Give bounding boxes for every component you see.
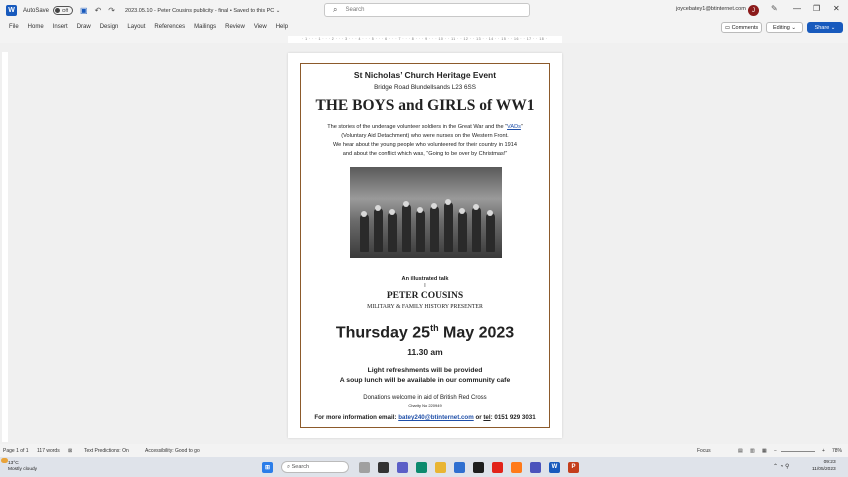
talk-label: An illustrated talk: [401, 276, 449, 282]
comments-button[interactable]: [721, 22, 762, 33]
date-pre: Thursday 25: [335, 324, 431, 342]
proofing-icon[interactable]: ⊠: [68, 448, 73, 454]
contact-line: [301, 414, 549, 421]
tab-review[interactable]: Review: [225, 24, 245, 30]
chat-icon[interactable]: [397, 462, 408, 473]
restore-button[interactable]: ❐: [813, 4, 821, 13]
clock[interactable]: [812, 460, 836, 473]
description-line-2: (Voluntary Aid Detachment) who were nurses on the Western Front.: [341, 133, 509, 139]
charity-number: Charity No 220949: [408, 403, 442, 408]
info-pre: For more information email:: [314, 414, 399, 421]
zoom-level[interactable]: 78%: [832, 448, 843, 454]
text-predictions[interactable]: Text Predictions: On: [84, 448, 129, 454]
event-time: 11.30 am: [407, 347, 443, 357]
taskbar-search-icon: ⌕: [287, 463, 292, 470]
tab-home[interactable]: Home: [27, 24, 44, 30]
minimize-button[interactable]: —: [793, 4, 801, 13]
by-marker: I: [424, 283, 426, 289]
avatar[interactable]: J: [748, 5, 759, 16]
redo-icon[interactable]: ↷: [108, 6, 115, 15]
widget-icon[interactable]: [359, 462, 370, 473]
tab-design[interactable]: Design: [99, 24, 119, 30]
refreshments-line: Light refreshments will be provided: [367, 367, 483, 374]
document-title[interactable]: 2023.05.10 - Peter Cousins publicity - final • Saved to this PC ⌄: [125, 7, 281, 14]
share-label: Share ⌄: [814, 24, 836, 31]
event-date: [301, 323, 549, 342]
dropbox-icon[interactable]: [473, 462, 484, 473]
tab-insert[interactable]: Insert: [52, 24, 68, 30]
autosave-label: AutoSave: [23, 7, 50, 14]
weather-widget[interactable]: [8, 461, 37, 473]
description-line-3: We hear about the young people who volunteered for their country in 1914: [333, 142, 517, 148]
search-placeholder: Search: [345, 7, 365, 13]
firefox-icon[interactable]: [511, 462, 522, 473]
share-button[interactable]: [807, 22, 843, 33]
comments-label: Comments: [731, 24, 759, 31]
page-border: [300, 63, 550, 428]
clock-time: 09:23: [823, 460, 836, 465]
description-line-4: and about the conflict which was, “Going to be over by Christmas!”: [342, 151, 508, 157]
start-icon[interactable]: ⊞: [262, 462, 273, 473]
word-count[interactable]: 117 words: [37, 448, 60, 454]
speaker-name: PETER COUSINS: [386, 291, 464, 301]
zoom-out-icon[interactable]: −: [774, 448, 777, 454]
donations-line: Donations welcome in aid of British Red Cross: [363, 395, 487, 401]
search-box[interactable]: [324, 3, 530, 17]
email-link[interactable]: batey240@btinternet.com: [398, 414, 474, 421]
save-icon[interactable]: ▣: [80, 6, 88, 15]
speaker-role: MILITARY & FAMILY HISTORY PRESENTER: [367, 304, 483, 310]
ww1-children-photo[interactable]: [350, 167, 502, 258]
event-title: THE BOYS and GIRLS of WW1: [315, 97, 535, 114]
editing-button[interactable]: [766, 22, 803, 33]
page-count[interactable]: Page 1 of 1: [3, 448, 29, 454]
tab-mailings[interactable]: Mailings: [194, 24, 217, 30]
description-line-1: [301, 124, 549, 130]
web-layout-icon[interactable]: ▦: [762, 448, 767, 454]
user-email[interactable]: joycebatey1@btinternet.com: [676, 6, 746, 12]
word-taskbar-icon[interactable]: W: [549, 462, 560, 473]
opera-icon[interactable]: [492, 462, 503, 473]
mail-icon[interactable]: [454, 462, 465, 473]
task-view-icon[interactable]: [378, 462, 389, 473]
editing-label: Editing ⌄: [773, 24, 796, 31]
weather-temp: 13°C: [8, 461, 19, 466]
status-bar: [0, 446, 848, 457]
date-sup: th: [430, 323, 439, 333]
edge-icon[interactable]: [416, 462, 427, 473]
pen-icon[interactable]: ✎: [771, 4, 778, 13]
event-heading: St Nicholas’ Church Heritage Event: [353, 70, 497, 80]
taskbar-search[interactable]: [281, 461, 349, 473]
taskbar-search-label: Search: [291, 464, 310, 470]
tab-references[interactable]: References: [154, 24, 186, 30]
taskbar: [0, 457, 848, 477]
zoom-slider[interactable]: [781, 451, 815, 452]
read-mode-icon[interactable]: ▤: [738, 448, 743, 454]
file-explorer-icon[interactable]: [435, 462, 446, 473]
tab-draw[interactable]: Draw: [76, 24, 91, 30]
weather-icon: [1, 458, 8, 463]
tab-help[interactable]: Help: [275, 24, 289, 30]
tel-label: tel: [483, 414, 491, 421]
weather-desc: Mostly cloudy: [8, 467, 38, 472]
zoom-in-icon[interactable]: +: [822, 448, 825, 454]
autosave-state: Off: [62, 8, 68, 13]
vads-link[interactable]: VADs: [507, 124, 521, 130]
date-post: May 2023: [438, 324, 515, 342]
document-page[interactable]: [288, 53, 562, 438]
clock-date: 11/05/2023: [812, 466, 836, 472]
desc1-post: ”: [520, 124, 523, 130]
close-button[interactable]: ✕: [833, 4, 840, 13]
tab-file[interactable]: File: [9, 24, 19, 30]
search-icon: ⌕: [333, 5, 338, 14]
accessibility-status[interactable]: Accessibility: Good to go: [145, 448, 200, 454]
teams-icon[interactable]: [530, 462, 541, 473]
tab-view[interactable]: View: [253, 24, 267, 30]
powerpoint-icon[interactable]: P: [568, 462, 579, 473]
desc1-pre: The stories of the underage volunteer soldiers in the Great War and the “: [327, 124, 508, 130]
system-tray-icons[interactable]: ⌃ ◔ ⚲: [773, 464, 790, 470]
event-address: Bridge Road Blundellsands L23 6SS: [374, 84, 476, 91]
word-app-icon: W: [6, 5, 17, 16]
undo-icon[interactable]: ↶: [94, 6, 102, 15]
soup-lunch-line: A soup lunch will be available in our community cafe: [339, 377, 511, 384]
focus-button[interactable]: Focus: [697, 448, 711, 454]
print-layout-icon[interactable]: ▥: [750, 448, 755, 454]
taskbar-apps: [262, 461, 587, 473]
info-mid: or: [473, 414, 484, 421]
horizontal-ruler[interactable]: · 1 · · · 1 · · · 2 · · · 3 · · · 4 · · · 5 · · · 6 · · · 7 · · · 8 · · · 9 · · · 10 · · 11 · · 12 · · 13 · · 14 · · 15 · · 16 · · 17 · · 18 ·: [288, 36, 562, 43]
vertical-ruler[interactable]: [2, 52, 8, 442]
comments-icon: ▭: [724, 24, 732, 31]
toggle-knob: [55, 8, 60, 13]
tab-layout[interactable]: Layout: [127, 24, 146, 30]
autosave-toggle[interactable]: [53, 6, 73, 15]
tel-number: : 0151 929 3031: [490, 414, 536, 421]
